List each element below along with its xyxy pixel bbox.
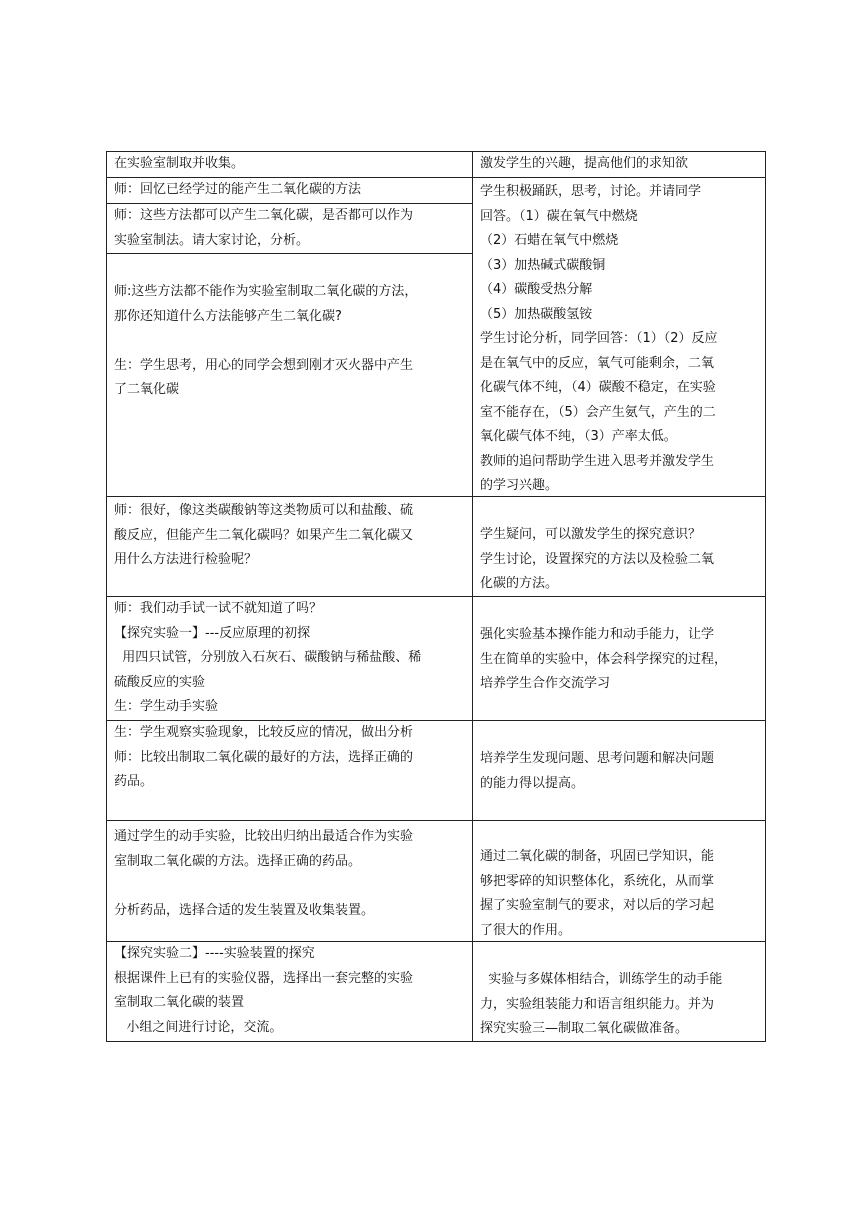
cell-text: 师：我们动手试一试不就知道了吗？	[114, 601, 323, 616]
table-cell	[106, 720, 473, 821]
cell-text: 生：学生观察实验现象，比较反应的情况，做出分析	[114, 725, 414, 740]
cell-text: 化碳的方法。	[480, 576, 559, 591]
cell-text: 培养学生合作交流学习	[480, 676, 611, 691]
cell-text: 那你还知道什么方法能够产生二氧化碳?	[114, 308, 342, 324]
cell-text: 够把零碎的知识整体化，系统化，从而掌	[480, 873, 715, 889]
table-cell	[472, 941, 766, 1042]
cell-text: 师：比较出制取二氧化碳的最好的方法，选择正确的	[114, 749, 414, 765]
cell-text: （3）加热碱式碳酸铜	[480, 257, 606, 273]
cell-text: 生在简单的实验中，体会科学探究的过程，	[480, 651, 728, 667]
cell-text: 生：学生动手实验	[114, 699, 219, 714]
table-cell	[472, 720, 766, 821]
cell-text: 是在氧气中的反应，氧气可能剩余，二氧	[480, 355, 715, 371]
cell-text: 实验与多媒体相结合，训练学生的动手能	[480, 972, 723, 987]
table-cell	[106, 596, 473, 721]
table-cell	[106, 177, 473, 204]
cell-text: 教师的追问帮助学生进入思考并激发学生	[480, 453, 715, 469]
cell-text: 师：很好，像这类碳酸钠等这类物质可以和盐酸、硫	[114, 503, 414, 518]
cell-text: 【探究实验一】---反应原理的初探	[114, 625, 311, 641]
cell-text: 化碳气体不纯，（4）碳酸不稳定，在实验	[480, 380, 716, 395]
cell-text: 硫酸反应的实验	[114, 674, 206, 690]
table-cell	[472, 151, 766, 178]
cell-text: 通过学生的动手实验，比较出归纳出最适合作为实验	[114, 829, 414, 844]
table-cell	[472, 496, 766, 597]
cell-text: 分析药品，选择合适的发生装置及收集装置。	[114, 902, 375, 918]
table-cell	[472, 596, 766, 721]
cell-text: 强化实验基本操作能力和动手能力，让学	[480, 627, 715, 642]
cell-text: 学生讨论，设置探究的方法以及检验二氧	[480, 551, 715, 567]
table-cell	[106, 496, 473, 597]
cell-text: 的学习兴趣。	[480, 478, 559, 493]
cell-text: 用什么方法进行检验呢？	[114, 552, 258, 567]
cell-text: 氧化碳气体不纯，（3）产率太低。	[480, 429, 677, 444]
cell-text: 室不能存在，（5）会产生氨气，产生的二	[480, 404, 716, 420]
cell-text: 生：学生思考，用心的同学会想到刚才灭火器中产生	[114, 357, 414, 373]
cell-text: 室制取二氧化碳的方法。选择正确的药品。	[114, 853, 362, 869]
cell-text: （5）加热碳酸氢铵	[480, 306, 593, 322]
cell-text: 药品。	[114, 774, 154, 789]
cell-text: 了二氧化碳	[114, 382, 180, 397]
cell-text: （2）石蜡在氧气中燃烧	[480, 233, 619, 248]
cell-text: 实验室制法。请大家讨论，分析。	[114, 232, 310, 248]
cell-text: 【探究实验二】----实验装置的探究	[114, 946, 315, 961]
cell-text: 师：这些方法都可以产生二氧化碳，是否都可以作为	[114, 208, 414, 223]
cell-text: 根据课件上已有的实验仪器，选择出一套完整的实验	[114, 970, 414, 986]
table-cell	[472, 820, 766, 942]
cell-text: 培养学生发现问题、思考问题和解决问题	[480, 751, 715, 766]
cell-text: 握了实验室制气的要求，对以后的学习起	[480, 898, 715, 913]
cell-text: 探究实验三—制取二氧化碳做准备。	[480, 1021, 689, 1036]
table-cell	[106, 203, 473, 254]
cell-text: 师：回忆已经学过的能产生二氧化碳的方法	[114, 182, 362, 197]
table-cell	[106, 151, 473, 178]
cell-text: 的能力得以提高。	[480, 775, 585, 791]
cell-text: 通过二氧化碳的制备，巩固已学知识，能	[480, 849, 715, 864]
cell-text: 学生讨论分析，同学回答：（1）（2）反应	[480, 331, 718, 346]
cell-text: 在实验室制取并收集。	[114, 156, 245, 171]
cell-text: 室制取二氧化碳的装置	[114, 995, 245, 1010]
table-cell	[472, 177, 766, 497]
cell-text: 了很大的作用。	[480, 922, 572, 938]
cell-text: 学生积极踊跃，思考，讨论。并请同学	[480, 184, 702, 199]
table-cell	[106, 820, 473, 942]
table-cell	[106, 253, 473, 497]
cell-text: 力，实验组装能力和语言组织能力。并为	[480, 996, 715, 1012]
cell-text: 酸反应，但能产生二氧化碳吗？如果产生二氧化碳又	[114, 527, 414, 543]
cell-text: 用四只试管，分别放入石灰石、碳酸钠与稀盐酸、稀	[114, 650, 422, 665]
cell-text: 师:这些方法都不能作为实验室制取二氧化碳的方法，	[114, 284, 418, 299]
cell-text: 回答。（1）碳在氧气中燃烧	[480, 208, 638, 224]
cell-text: （4）碳酸受热分解	[480, 282, 593, 297]
cell-text: 学生疑问，可以激发学生的探究意识？	[480, 527, 702, 542]
cell-text: 激发学生的兴趣，提高他们的求知欲	[480, 156, 689, 171]
table-cell	[106, 941, 473, 1042]
cell-text: 小组之间进行讨论，交流。	[114, 1019, 283, 1035]
